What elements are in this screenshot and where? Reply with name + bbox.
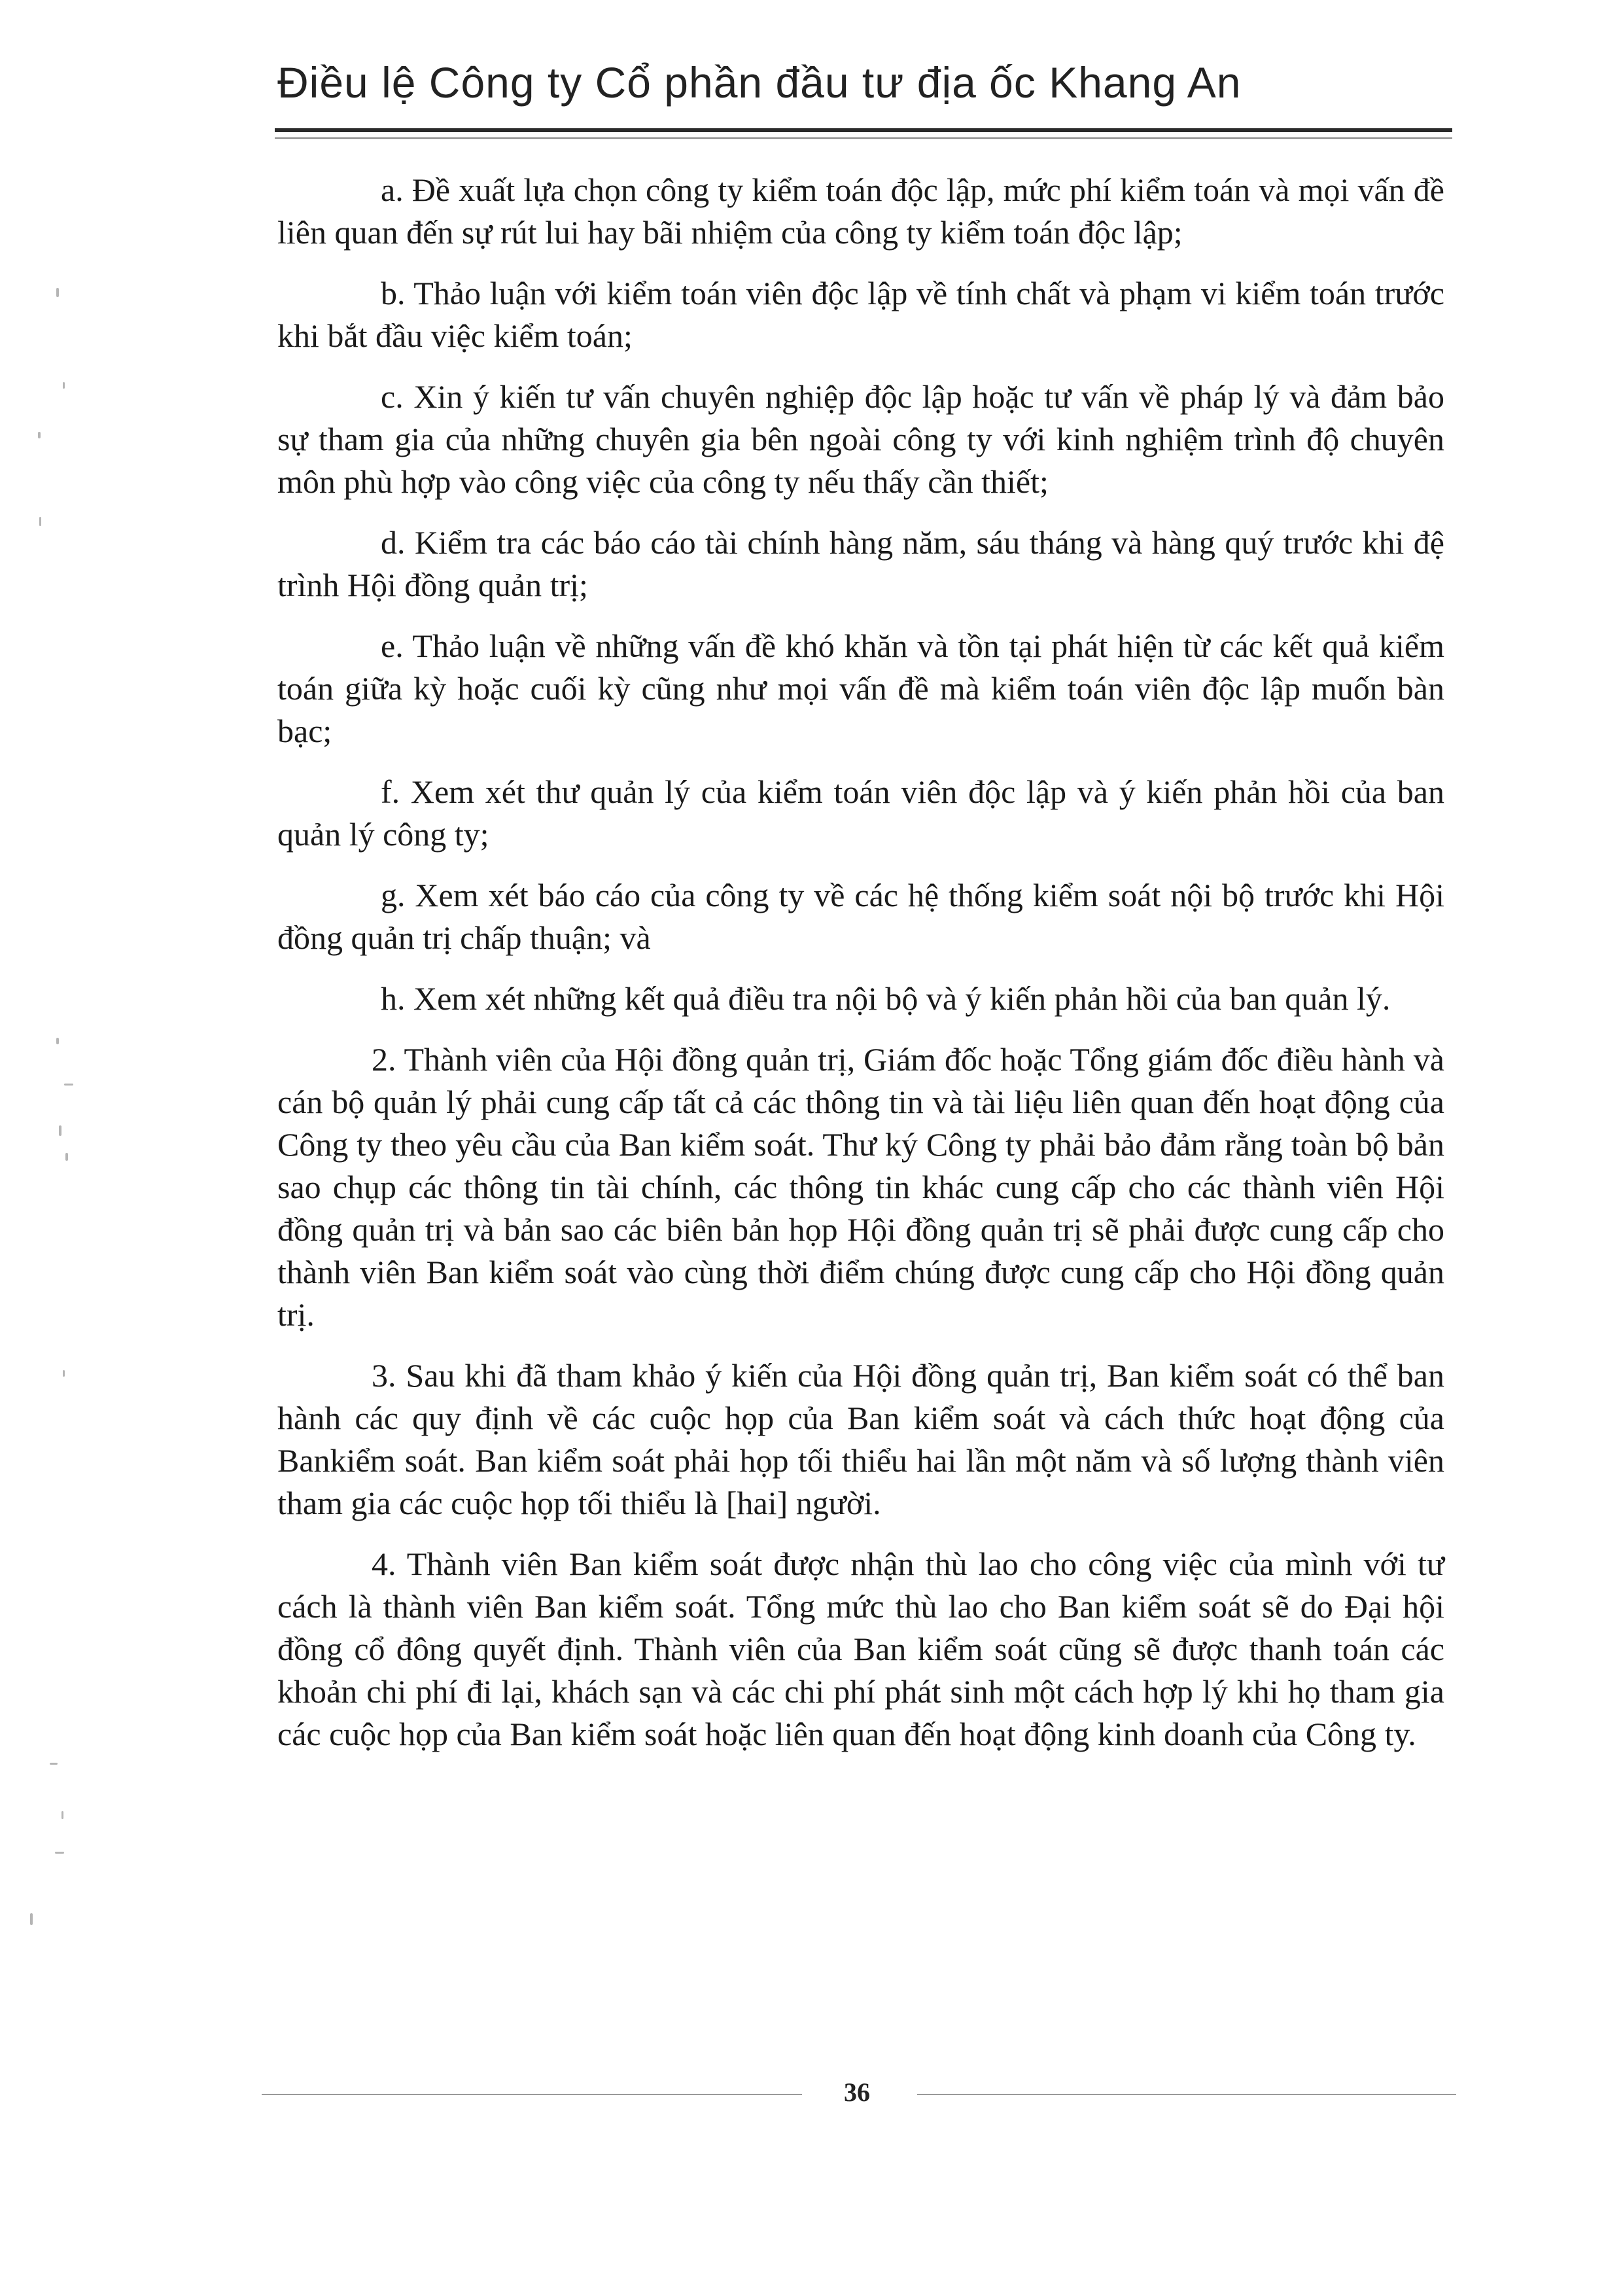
scan-artifact [50, 1763, 58, 1765]
clause-e: e. Thảo luận về những vấn đề khó khăn và tồn tại phát hiện từ các kết quả kiểm toán giữa kỳ hoặc cuối kỳ cũng như mọi vấn đề mà kiểm toán viên độc lập muốn bàn bạc; [277, 627, 1444, 749]
document-body [277, 169, 1444, 1774]
clause-f: f. Xem xét thư quản lý của kiểm toán viên độc lập và ý kiến phản hồi của ban quản lý công ty; [277, 773, 1444, 853]
scan-artifact [55, 1852, 64, 1854]
document-title: Điều lệ Công ty Cổ phần đầu tư địa ốc Khang An [277, 58, 1242, 107]
scan-artifact [56, 1038, 59, 1044]
scan-artifact [39, 517, 41, 526]
page-number: 36 [844, 2077, 870, 2107]
scan-artifact [59, 1125, 61, 1136]
scan-artifact [56, 288, 59, 297]
clause-d: d. Kiểm tra các báo cáo tài chính hàng năm, sáu tháng và hàng quý trước khi đệ trình Hội đồng quản trị; [277, 524, 1444, 603]
scan-artifact [63, 1370, 65, 1377]
header-divider-thin [275, 137, 1452, 139]
clause-a: a. Đề xuất lựa chọn công ty kiểm toán độc lập, mức phí kiểm toán và mọi vấn đề liên quan đến sự rút lui hay bãi nhiệm của công ty kiểm toán độc lập; [277, 171, 1444, 251]
scan-artifact [65, 1153, 68, 1161]
footer-rule-left [262, 2094, 802, 2095]
header-divider [275, 128, 1452, 132]
article-item-4: 4. Thành viên Ban kiểm soát được nhận thù lao cho công việc của mình với tư cách là thành viên Ban kiểm soát. Tổng mức thù lao cho Ban kiểm soát sẽ do Đại hội đồng cổ đông quyết định. Thành viên của Ban kiểm soát cũng sẽ được thanh toán các khoản chi phí đi lại, khách sạn và các chi phí phát sinh một cách hợp lý khi họ tham gia các cuộc họp của Ban kiểm soát hoặc liên quan đến hoạt động kinh doanh của Công ty. [277, 1545, 1444, 1752]
footer-rule-right [917, 2094, 1456, 2095]
scan-artifact [64, 1084, 73, 1086]
scan-artifact [61, 1811, 63, 1819]
clause-g: g. Xem xét báo cáo của công ty về các hệ thống kiểm soát nội bộ trước khi Hội đồng quản trị chấp thuận; và [277, 877, 1444, 956]
article-item-3: 3. Sau khi đã tham khảo ý kiến của Hội đồng quản trị, Ban kiểm soát có thể ban hành các quy định về các cuộc họp của Ban kiểm soát và cách thức hoạt động của Bankiểm soát. Ban kiểm soát phải họp tối thiểu hai lần một năm và số lượng thành viên tham gia các cuộc họp tối thiểu là [hai] người. [277, 1357, 1444, 1521]
scan-artifact [63, 382, 65, 389]
scan-artifact [38, 432, 41, 438]
article-item-2: 2. Thành viên của Hội đồng quản trị, Giám đốc hoặc Tổng giám đốc điều hành và cán bộ quản lý phải cung cấp tất cả các thông tin và tài liệu liên quan đến hoạt động của Công ty theo yêu cầu của Ban kiểm soát. Thư ký Công ty phải bảo đảm rằng toàn bộ bản sao chụp các thông tin tài chính, các thông tin khác cung cấp cho các thành viên Hội đồng quản trị và bản sao các biên bản họp Hội đồng quản trị sẽ phải được cung cấp cho thành viên Ban kiểm soát vào cùng thời điểm chúng được cung cấp cho Hội đồng quản trị. [277, 1041, 1444, 1333]
clause-c: c. Xin ý kiến tư vấn chuyên nghiệp độc lập hoặc tư vấn về pháp lý và đảm bảo sự tham gia của những chuyên gia bên ngoài công ty với kinh nghiệm trình độ chuyên môn phù hợp vào công việc của công ty nếu thấy cần thiết; [277, 378, 1444, 500]
clause-b: b. Thảo luận với kiểm toán viên độc lập về tính chất và phạm vi kiểm toán trước khi bắt đầu việc kiểm toán; [277, 275, 1444, 354]
clause-h: h. Xem xét những kết quả điều tra nội bộ và ý kiến phản hồi của ban quản lý. [381, 980, 1391, 1017]
scan-artifact [30, 1913, 33, 1925]
